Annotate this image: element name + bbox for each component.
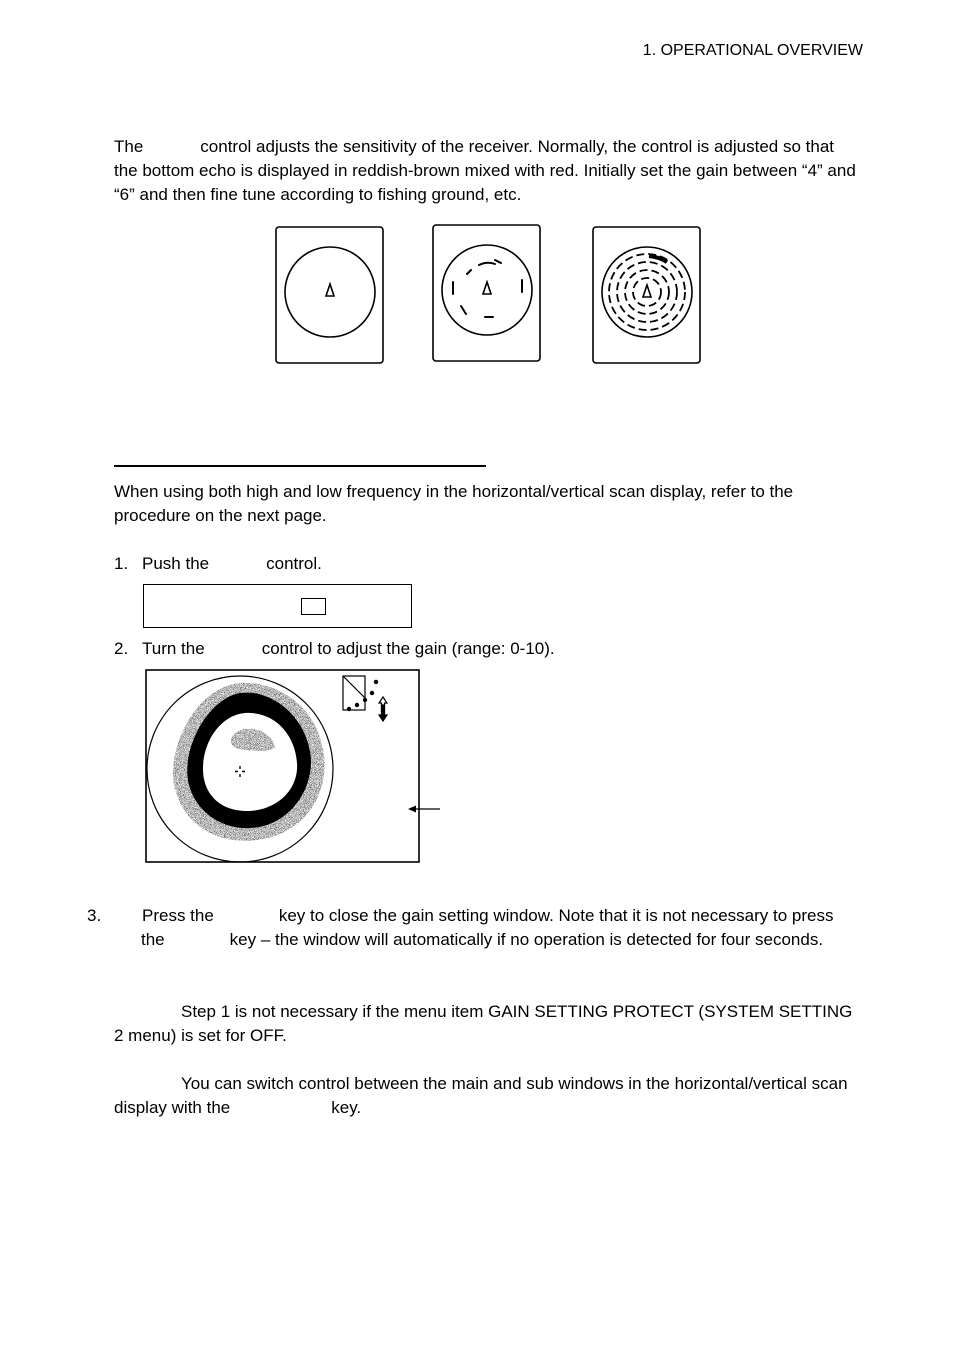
- procedure-intro: When using both high and low frequency in the horizontal/vertical scan display, refer to the procedure on the next page.: [114, 482, 794, 525]
- page-header: 1. OPERATIONAL OVERVIEW: [642, 42, 863, 59]
- note-1: Step 1 is not necessary if the menu item GAIN SETTING PROTECT (SYSTEM SETTING 2 menu) is set for OFF.: [114, 1002, 853, 1045]
- gain-illustration-low: [274, 224, 386, 366]
- step-3: [87, 904, 860, 952]
- horizontal-scan-display-illustration: [145, 669, 420, 863]
- step-number: 2.: [114, 639, 129, 658]
- step-1: [114, 552, 860, 576]
- step-text: key – the window will automatically if no operation is detected for four seconds.: [229, 930, 824, 949]
- gain-illustration-high: [591, 224, 703, 366]
- step-2: [114, 637, 860, 661]
- note-text: key.: [331, 1098, 362, 1117]
- note-2: [114, 1072, 860, 1120]
- step-text: control to adjust the gain (range: 0-10).: [261, 639, 555, 658]
- intro-word-the: The: [114, 137, 144, 156]
- gain-illustration-medium: [431, 222, 543, 364]
- note-text: You can switch control between the main and sub windows in the horizontal/vertical scan display with the: [114, 1074, 848, 1117]
- step-text: key to close the gain setting window. Note that it is not necessary to press the: [141, 906, 834, 949]
- gain-value-box: [301, 598, 326, 615]
- step-number: 1.: [114, 554, 129, 573]
- intro-text: control adjusts the sensitivity of the receiver. Normally, the control is adjusted so that the bottom echo is displayed in reddish-brown mixed with red. Initially set the gain between “4” and “6” and then fine tune according to fishing ground, etc.: [114, 137, 856, 204]
- intro-paragraph: [114, 135, 860, 207]
- step-text: Turn the: [142, 639, 205, 658]
- step-text: control.: [266, 554, 322, 573]
- step-number: 3.: [87, 906, 102, 925]
- section-heading-rule: [114, 465, 486, 467]
- step-text: Press the: [142, 906, 214, 925]
- pointer-arrow: [406, 802, 442, 816]
- step-text: Push the: [142, 554, 210, 573]
- gain-indicator-box: [143, 584, 412, 628]
